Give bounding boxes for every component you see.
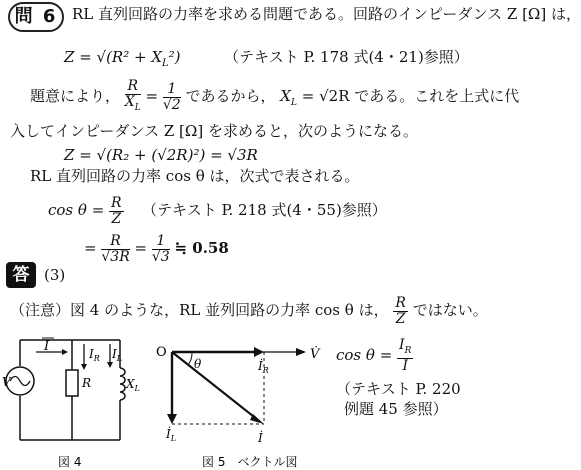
impedance-result-formula: Z = √(R₂ + (√2R)²) = √3R [64,146,258,164]
label-reactance-XL: $X_L$ [126,377,140,393]
label-voltage-V: V [2,375,11,389]
parallel-pf-denominator: I [402,358,408,375]
ratio-fraction-one-over-root2 [163,82,181,113]
ratio-statement-suffix: = √2R である。これを上式に代 [301,87,520,105]
label-vector-V: V̇ [310,347,320,362]
ratio-fraction-numerator: R [125,79,141,95]
ratio-equals-sign: = [145,87,159,105]
impedance-formula-main: Z = √(R² + X [64,48,163,66]
parallel-pf-numerator: $I_R$ [397,338,413,360]
answer-value: (3) [44,266,66,284]
figure-4-circuit-diagram [0,330,150,470]
power-factor-formula [48,190,124,230]
problem-number-badge: 問 6 [8,2,64,32]
note-suffix: ではない。 [412,301,488,319]
calc-fraction-2-denominator: √3 [151,248,170,265]
label-current-IR: $I_R$ [89,347,100,363]
calc-fraction-1-denominator: √3R [101,248,130,265]
label-current-IL: $I_L$ [112,347,123,363]
power-factor-denominator: Z [111,210,122,227]
label-current-I: I [44,339,50,354]
ratio-fraction-denominator: $X_L$ [124,93,141,113]
power-factor-lhs: cos θ = [48,201,105,219]
vector-I-resultant [172,352,258,420]
calc-result: ≒ 0.58 [174,239,229,257]
note-fraction-denominator: Z [395,310,406,327]
figure-5-vector-diagram [150,338,330,470]
note-fraction [393,296,408,327]
answer-badge: 答 [6,262,36,288]
calc-fraction-1-numerator: R [101,234,129,250]
parallel-pf-reference-line1: （テキスト P. 220 [336,380,461,398]
reactance-variable: $X_L$ [280,87,297,108]
impedance-formula-tail: ²) [168,48,181,66]
label-resistance-R: R [82,376,92,390]
note-text [10,290,488,330]
impedance-formula-subscript: L [162,58,169,69]
label-vector-I: İ [258,431,263,445]
parallel-power-factor-formula [336,335,413,375]
figure-5-caption: 図 5 ベクトル図 [202,455,298,469]
power-factor-fraction [109,196,124,227]
angle-arc [188,352,192,365]
parallel-pf-reference-line2: 例題 45 参照） [344,400,448,418]
note-prefix: （注意）図 4 のような，RL 並列回路の力率 cos θ は， [10,301,389,319]
calc-fraction-2-numerator: 1 [152,234,170,250]
parallel-pf-fraction [397,338,413,375]
calc-fraction-2 [152,234,170,265]
calc-equals-1: = [84,239,97,257]
note-fraction-numerator: R [395,294,406,311]
problem-intro-text: RL 直列回路の力率を求める問題である。回路のインピーダンス Z [Ω] は， [72,5,581,23]
power-factor-calculation [84,228,229,268]
ratio-statement-middle: であるから， [185,87,276,105]
substitution-text: 入してインピーダンス Z [Ω] を求めると，次のようになる。 [10,122,418,140]
power-factor-reference: （テキスト P. 218 式(4・55)参照） [142,201,387,219]
figure-4-caption: 図 4 [58,455,82,469]
ratio-fraction-2-numerator: 1 [163,82,181,98]
calc-fraction-1 [101,234,129,265]
calc-equals-2: = [134,239,148,257]
label-vector-IL: $İ_L$ [166,427,177,443]
resistor-icon [66,370,78,396]
impedance-formula-reference: （テキスト P. 178 式(4・21)参照） [224,48,469,66]
label-vector-IR: $İ_R$ [258,359,269,375]
ratio-statement [30,76,519,116]
power-factor-numerator: R [111,194,122,211]
impedance-formula [64,48,181,73]
inductor-icon [120,368,125,400]
label-angle-theta: θ [194,357,202,371]
ratio-statement-prefix: 題意により， [30,87,121,105]
label-origin-O: O [156,345,167,360]
ratio-fraction-r-over-xl [125,79,141,116]
ratio-fraction-2-denominator: √2 [162,96,181,113]
power-factor-statement: RL 直列回路の力率 cos θ は，次式で表される。 [30,167,360,185]
parallel-pf-lhs: cos θ = [336,346,393,364]
